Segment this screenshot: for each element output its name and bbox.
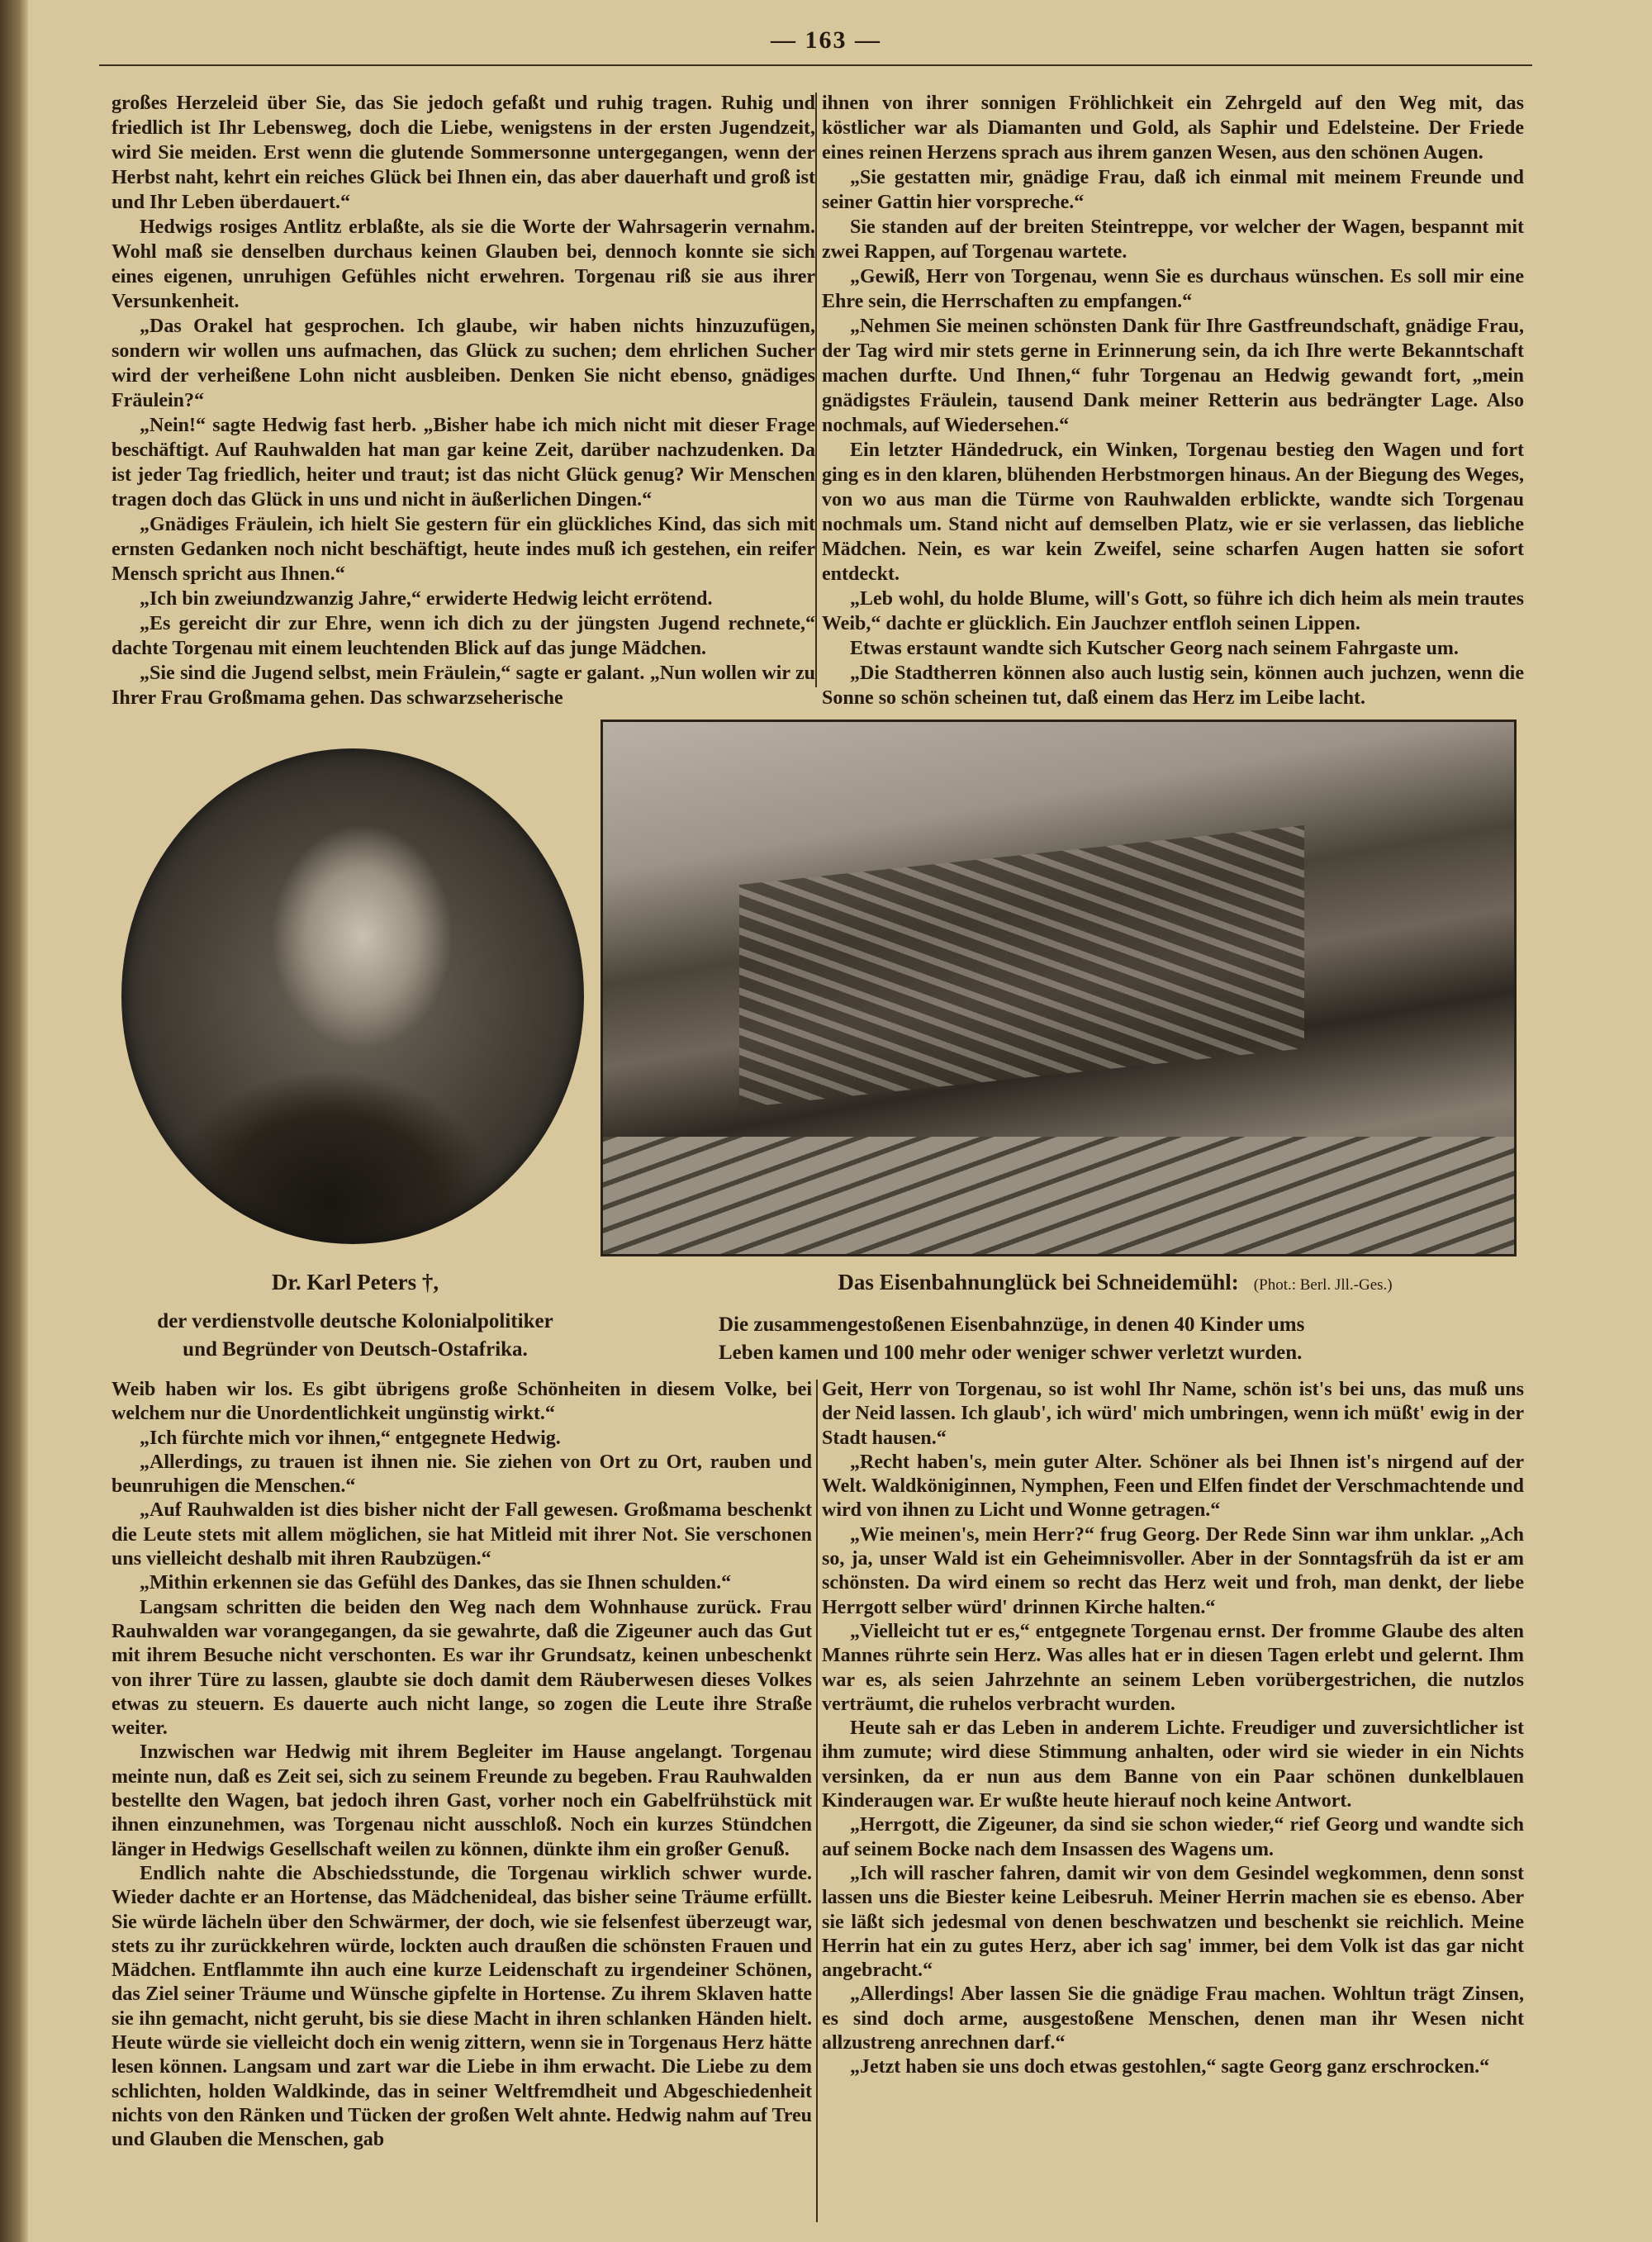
train-wreck-photo bbox=[601, 720, 1517, 1256]
paragraph: Weib haben wir los. Es gibt übrigens große Schönheiten in diesem Volke, bei welchem nur die Unordentlichkeit ungünstig wirkt.“ bbox=[112, 1379, 812, 1425]
paragraph: ihnen von ihrer sonnigen Fröhlichkeit ein Zehrgeld auf den Weg mit, das köstlicher war als Diamanten und Gold, als Saphir und Edelsteine. Der Friede eines reinen Herzens sprach aus ihrem ganzen Wesen, aus den schönen Augen. bbox=[822, 93, 1524, 164]
header-rule bbox=[99, 64, 1532, 66]
portrait-caption-line: der verdienstvolle deutsche Kolonialpolitiker bbox=[157, 1310, 553, 1332]
paragraph: „Das Orakel hat gesprochen. Ich glaube, wir haben nichts hinzuzufügen, sondern wir wollen uns aufmachen, das Glück zu suchen; dem ehrlichen Sucher wird der verheißene Lohn nicht ausbleiben. Denken Sie nicht ebenso, gnädiges Fräulein?“ bbox=[112, 316, 815, 411]
paragraph: „Jetzt haben sie uns doch etwas gestohlen,“ sagte Georg ganz erschrocken.“ bbox=[850, 2056, 1490, 2078]
photo-caption bbox=[710, 1268, 1520, 1367]
paragraph: „Sie gestatten mir, gnädige Frau, daß ich einmal mit meinem Freunde und seiner Gattin hier vorspreche.“ bbox=[822, 167, 1524, 213]
paragraph: „Ich bin zweiundzwanzig Jahre,“ erwiderte Hedwig leicht errötend. bbox=[140, 588, 713, 610]
paragraph: „Ich will rascher fahren, damit wir von dem Gesindel wegkommen, denn sonst lassen uns die Biester keine Leibesruh. Meiner Herrin machen sie es ebenso. Aber sie läßt sich jedesmal von denen beschwatzen und beschenkt sie reichlich. Meine Herrin hat ein zu gutes Herz, aber ich sag' immer, bei dem Volk ist das gar nicht angebracht.“ bbox=[822, 1862, 1524, 1982]
paragraph: „Wie meinen's, mein Herr?“ frug Georg. Der Rede Sinn war ihm unklar. „Ach so, ja, unser Wald ist ein Geheimnisvoller. Aber in der Sonntagsfrüh da ist er am schönsten. Da wird einem so recht das Herz weit und froh, man denkt, der liebe Herrgott selber würd' drinnen Kirche halten.“ bbox=[822, 1523, 1524, 1618]
paragraph: Heute sah er das Leben in anderem Lichte. Freudiger und zuversichtlicher ist ihm zumute; wird diese Stimmung anhalten, oder wird sie wieder in ein Nichts versinken, da er nun aus dem Banne von ein Paar schönen dunkelblauen Kinderaugen war. Er wußte heute hierauf noch keine Antwort. bbox=[822, 1717, 1524, 1812]
paragraph: „Allerdings, zu trauen ist ihnen nie. Sie ziehen von Ort zu Ort, rauben und beunruhigen die Menschen.“ bbox=[112, 1451, 812, 1498]
portrait-caption-name: Dr. Karl Peters †, bbox=[271, 1270, 439, 1294]
paragraph: „Leb wohl, du holde Blume, will's Gott, so führe ich dich heim als mein trautes Weib,“ dachte er glücklich. Ein Jauchzer entfloh seinen Lippen. bbox=[822, 588, 1524, 634]
paragraph: „Gnädiges Fräulein, ich hielt Sie gestern für ein glückliches Kind, das sich mit ernsten Gedanken noch nicht beschäftigt, heute indes muß ich gestehen, ein reifer Mensch spricht aus Ihnen.“ bbox=[112, 514, 815, 585]
paragraph: Hedwigs rosiges Antlitz erblaßte, als sie die Worte der Wahrsagerin vernahm. Wohl maß sie denselben durchaus keinen Glauben bei, dennoch konnte sie sich eines eigenen, unruhigen Gefühles nicht erwehren. Torgenau riß sie aus ihrer Versunkenheit. bbox=[112, 216, 815, 312]
paragraph: „Nehmen Sie meinen schönsten Dank für Ihre Gastfreundschaft, gnädige Frau, der Tag wird mir stets gerne in Erinnerung sein, da ich Ihre werte Bekanntschaft machen durfte. Und Ihnen,“ fuhr Torgenau an Hedwig gewandt fort, „mein gnädigstes Fräulein, tausend Dank meiner Retterin aus bedrängter Lage. Also nochmals, auf Wiedersehen.“ bbox=[822, 316, 1524, 436]
paragraph: großes Herzeleid über Sie, das Sie jedoch gefaßt und ruhig tragen. Ruhig und friedlich ist Ihr Lebensweg, doch die Liebe, wenigstens in der ersten Jugendzeit, wird Sie meiden. Erst wenn die glutende Sommersonne untergegangen, wenn der Herbst naht, kehrt ein reiches Glück bei Ihnen ein, das aber dauerhaft und groß ist und Ihr Leben überdauert.“ bbox=[112, 93, 815, 213]
paragraph: Langsam schritten die beiden den Weg nach dem Wohnhause zurück. Frau Rauhwalden war vorangegangen, da sie gewahrte, daß die Zigeuner auch das Gut mit ihrem Besuche nicht verschonten. Es war ihr Grundsatz, keinen unbeschenkt von ihrer Türe zu lassen, glaubte sie doch damit dem Räuberwesen dieses Volkes etwas zu steuern. Es dauerte auch nicht lange, so zogen die Leute ihre Straße weiter. bbox=[112, 1596, 812, 1740]
paragraph: „Sie sind die Jugend selbst, mein Fräulein,“ sagte er galant. „Nun wollen wir zu Ihrer Frau Großmama gehen. Das schwarzseherische bbox=[112, 663, 815, 709]
bottom-right-column bbox=[822, 1378, 1524, 2080]
portrait-karl-peters bbox=[121, 748, 584, 1244]
top-left-column bbox=[112, 91, 815, 710]
portrait-caption bbox=[99, 1268, 611, 1364]
paragraph: „Ich fürchte mich vor ihnen,“ entgegnete Hedwig. bbox=[140, 1427, 561, 1449]
paragraph: Sie standen auf der breiten Steintreppe, vor welcher der Wagen, bespannt mit zwei Rappen, auf Torgenau wartete. bbox=[822, 216, 1524, 263]
page-number: — 163 — bbox=[771, 26, 881, 54]
portrait-caption-line: und Begründer von Deutsch-Ostafrika. bbox=[183, 1338, 528, 1361]
paragraph: Inzwischen war Hedwig mit ihrem Begleiter im Hause angelangt. Torgenau meinte nun, daß es Zeit sei, sich zu seinem Freunde zu begeben. Frau Rauhwalden bestellte den Wagen, bat jedoch ihren Gast, vorher noch ein Gabelfrühstück mit ihnen einzunehmen, was Torgenau nicht ausschloß. Noch ein kurzes Stündchen länger in Hedwigs Gesellschaft weilen zu können, dünkte ihm ein großer Genuß. bbox=[112, 1741, 812, 1860]
paragraph: Ein letzter Händedruck, ein Winken, Torgenau bestieg den Wagen und fort ging es in den klaren, blühenden Herbstmorgen hinaus. An der Biegung des Weges, von wo aus man die Türme von Rauhwalden erblickte, wandte sich Torgenau nochmals um. Stand nicht auf demselben Platz, wie er sie verlassen, das liebliche Mädchen. Nein, es war kein Zweifel, seine scharfen Augen hatten sie sofort entdeckt. bbox=[822, 439, 1524, 585]
paragraph: „Nein!“ sagte Hedwig fast herb. „Bisher habe ich mich nicht mit dieser Frage beschäftigt. Auf Rauhwalden hat man gar keine Zeit, darüber nachzudenken. Da ist jeder Tag friedlich, heiter und traut; ist das nicht Glück genug? Wir Menschen tragen doch das Glück in uns und nicht in äußerlichen Dingen.“ bbox=[112, 415, 815, 511]
paragraph: „Mithin erkennen sie das Gefühl des Dankes, das sie Ihnen schulden.“ bbox=[140, 1572, 732, 1594]
paragraph: „Es gereicht dir zur Ehre, wenn ich dich zu der jüngsten Jugend rechnete,“ dachte Torgenau mit einem leuchtenden Blick auf das junge Mädchen. bbox=[112, 613, 815, 659]
column-divider bbox=[816, 1380, 818, 2222]
page-binding-edge bbox=[0, 0, 28, 2242]
paragraph: Etwas erstaunt wandte sich Kutscher Georg nach seinem Fahrgaste um. bbox=[850, 638, 1459, 659]
paragraph: „Die Stadtherren können also auch lustig sein, können auch juchzen, wenn die Sonne so schön scheinen tut, daß einem das Herz im Leibe lacht. bbox=[822, 663, 1524, 709]
photo-credit: (Phot.: Berl. Jll.-Ges.) bbox=[1253, 1276, 1393, 1294]
photo-caption-title: Das Eisenbahnunglück bei Schneidemühl: bbox=[838, 1270, 1239, 1294]
top-right-column bbox=[822, 91, 1524, 710]
paragraph: „Auf Rauhwalden ist dies bisher nicht der Fall gewesen. Großmama beschenkt die Leute stets mit allem möglichen, sie hat Mitleid mit ihrer Not. Sie verschonen uns vielleicht deshalb mit ihren Raubzügen.“ bbox=[112, 1499, 812, 1570]
photo-caption-line: Leben kamen und 100 mehr oder weniger schwer verletzt wurden. bbox=[719, 1342, 1303, 1364]
paragraph: „Gewiß, Herr von Torgenau, wenn Sie es durchaus wünschen. Es soll mir eine Ehre sein, die Herrschaften zu empfangen.“ bbox=[822, 266, 1524, 312]
column-divider bbox=[815, 93, 817, 687]
paragraph: Endlich nahte die Abschiedsstunde, die Torgenau wirklich schwer wurde. Wieder dachte er an Hortense, das Mädchenideal, das bisher seine Träume erfüllt. Sie würde lächeln über den Schwärmer, der doch, wie sie felsenfest überzeugt war, stets zu ihr zurückkehren würde, lockten auch draußen die schönsten Frauen und Mädchen. Entflammte ihn auch eine kurze Leidenschaft zu irgendeiner Schönen, das Ziel seiner Träume und Wünsche gipfelte in Hortense. Zu ihrem Sklaven hatte sie ihn gemacht, nicht geruht, bis sie diese Macht in ihren schlanken Händen hielt. Heute würde sie vielleicht doch ein wenig zittern, wenn sie in Torgenaus Herz hätte lesen können. Langsam und zart war die Liebe in ihm erwacht. Die Liebe zu dem schlichten, holden Waldkinde, das in seiner Weltfremdheit und Abgeschiedenheit nichts von den Ränken und Tücken der großen Welt ahnte. Hedwig nahm auf Treu und Glauben die Menschen, gab bbox=[112, 1862, 812, 2151]
paragraph: „Recht haben's, mein guter Alter. Schöner als bei Ihnen ist's nirgend auf der Welt. Waldköniginnen, Nymphen, Feen und Elfen findet der Verschmachtende und wird von ihnen zu Licht und Wonne getragen.“ bbox=[822, 1451, 1524, 1522]
paragraph: „Allerdings! Aber lassen Sie die gnädige Frau machen. Wohltun trägt Zinsen, es sind doch arme, ausgestoßene Menschen, denen man ihr Wesen nicht allzustreng anrechnen darf.“ bbox=[822, 1983, 1524, 2054]
photo-caption-line: Die zusammengestoßenen Eisenbahnzüge, in denen 40 Kinder ums bbox=[719, 1313, 1305, 1336]
paragraph: Geit, Herr von Torgenau, so ist wohl Ihr Name, schön ist's bei uns, das muß uns der Neid lassen. Ich glaub', ich würd' mich umbringen, wenn ich müßt' ewig in der Stadt hausen.“ bbox=[822, 1379, 1524, 1449]
paragraph: „Herrgott, die Zigeuner, da sind sie schon wieder,“ rief Georg und wandte sich auf seinem Bocke nach dem Insassen des Wagens um. bbox=[822, 1814, 1524, 1860]
paragraph: „Vielleicht tut er es,“ entgegnete Torgenau ernst. Der fromme Glaube des alten Mannes rührte sein Herz. Was alles hat er in diesen Tagen erlebt und gelernt. Ihm war es, als seien Jahrzehnte an seinem Leben vorübergestrichen, die nutzlos verträumt, die ruhelos verbracht wurden. bbox=[822, 1620, 1524, 1715]
bottom-left-column bbox=[112, 1378, 812, 2153]
